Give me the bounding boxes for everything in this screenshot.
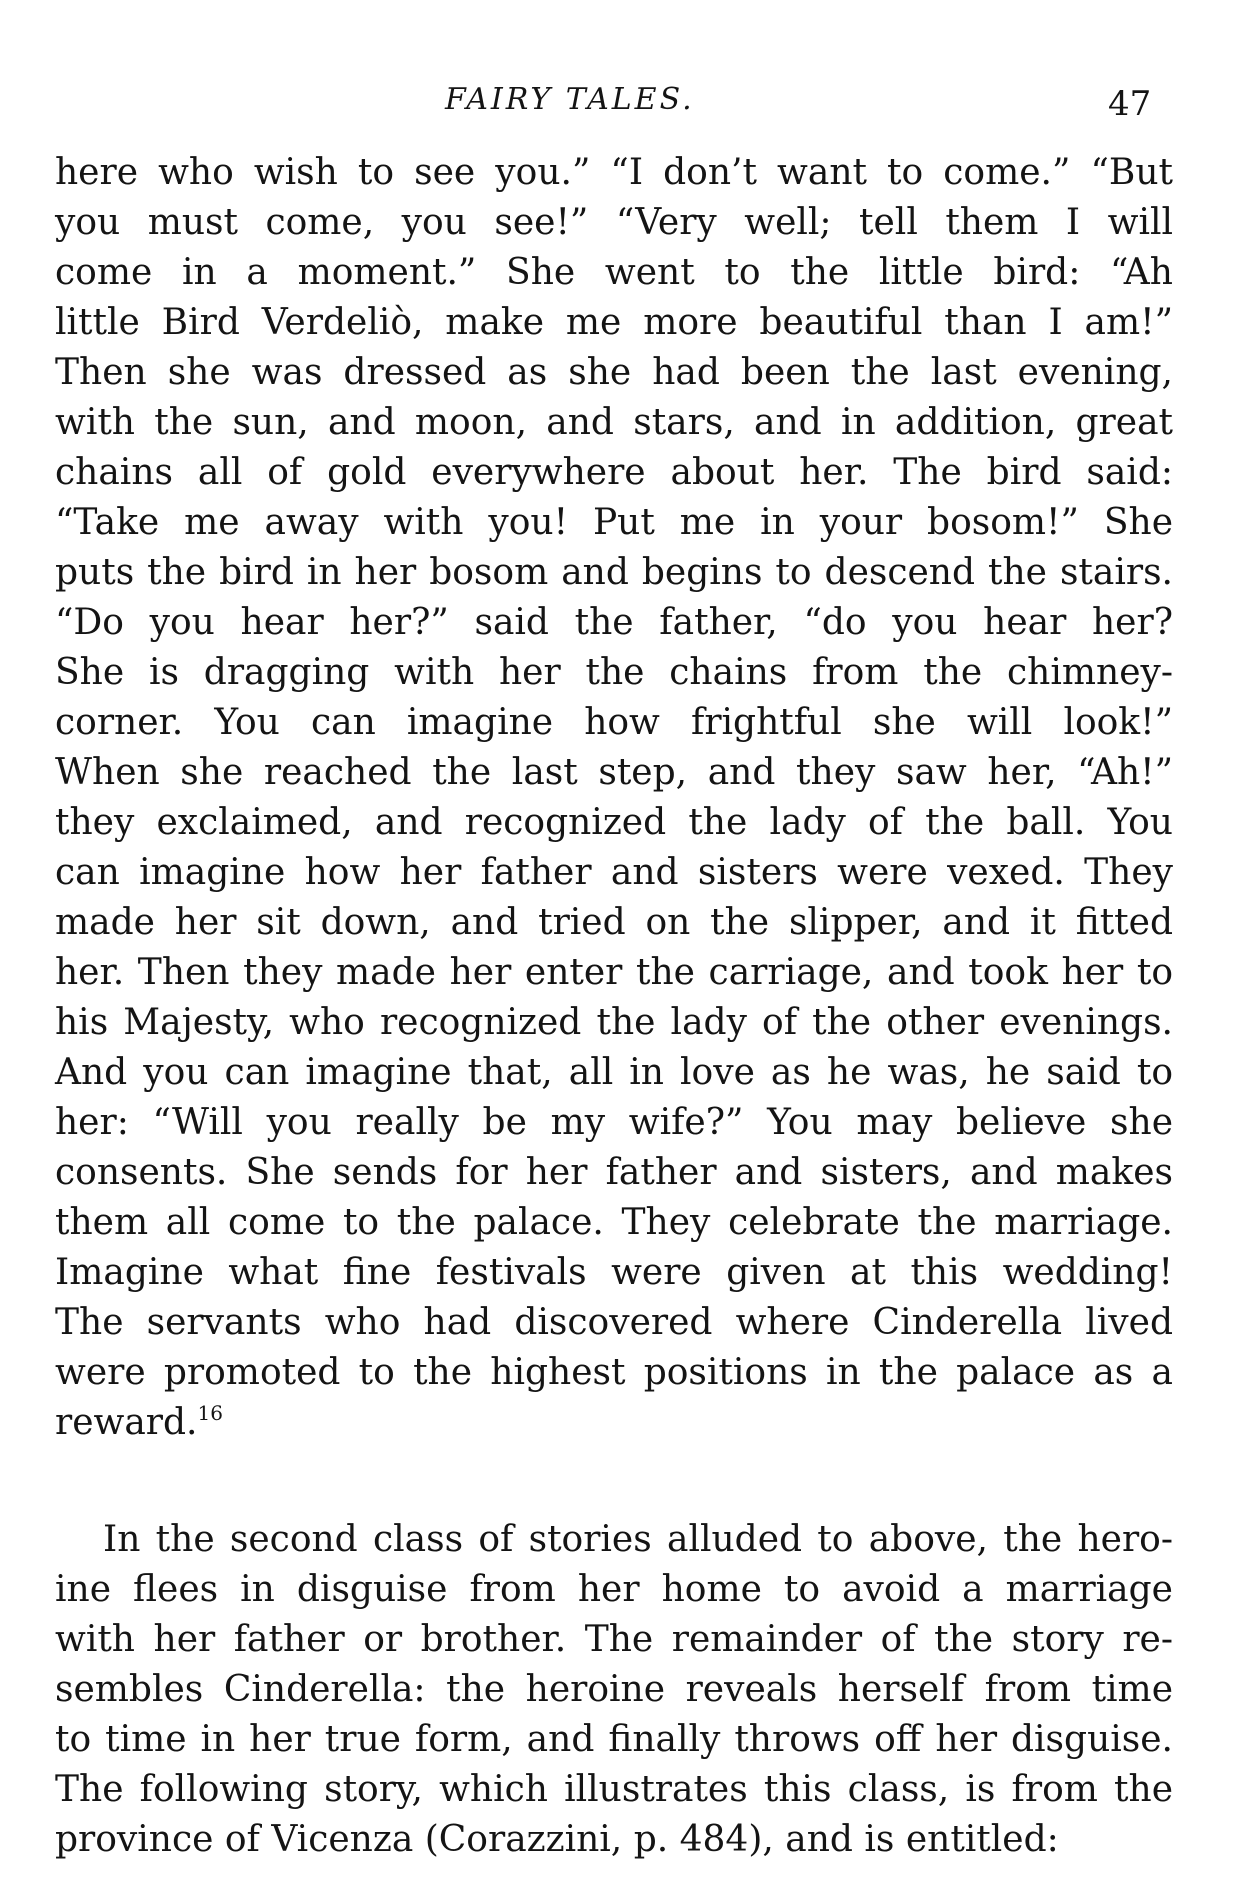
text-line: little Bird Verdeliò, make me more beautiful than I am!” xyxy=(55,302,1173,343)
text-line: In the second class of stories alluded to above, the hero- xyxy=(103,1519,1173,1560)
page-number: 47 xyxy=(1108,84,1152,124)
text-line-last xyxy=(55,1398,1173,1448)
text-line: consents. She sends for her father and sisters, and makes xyxy=(55,1152,1173,1193)
text-line: Then she was dressed as she had been the last evening, xyxy=(55,352,1173,393)
text-line: her: “Will you really be my wife?” You may believe she xyxy=(55,1102,1173,1143)
text-line: his Majesty, who recognized the lady of the other evenings. xyxy=(55,1002,1173,1043)
text-line: chains all of gold everywhere about her. The bird said: xyxy=(55,452,1173,493)
text-line: to time in her true form, and finally throws off her disguise. xyxy=(55,1719,1173,1760)
text-line: The following story, which illustrates this class, is from the xyxy=(55,1769,1173,1810)
text-line: them all come to the palace. They celebrate the marriage. xyxy=(55,1202,1173,1243)
text-line: Imagine what fine festivals were given at this wedding! xyxy=(55,1252,1173,1293)
text-line: they exclaimed, and recognized the lady of the ball. You xyxy=(55,802,1173,843)
text-line: with the sun, and moon, and stars, and in addition, great xyxy=(55,402,1173,443)
text-line: “Do you hear her?” said the father, “do you hear her? xyxy=(55,602,1173,643)
paragraph-2 xyxy=(55,1515,1173,1865)
text-line: her. Then they made her enter the carriage, and took her to xyxy=(55,952,1173,993)
text-line: puts the bird in her bosom and begins to descend the stairs. xyxy=(55,552,1173,593)
text-line: When she reached the last step, and they saw her, “Ah!” xyxy=(55,752,1173,793)
text-line: come in a moment.” She went to the little bird: “Ah xyxy=(55,252,1173,293)
text-line: She is dragging with her the chains from the chimney- xyxy=(55,652,1173,693)
text-line: sembles Cinderella: the heroine reveals herself from time xyxy=(55,1669,1173,1710)
running-head xyxy=(0,82,1239,122)
paragraph-1 xyxy=(55,148,1173,1448)
text-line: ine flees in disguise from her home to avoid a marriage xyxy=(55,1569,1173,1610)
text-line: here who wish to see you.” “I don’t want to come.” “But xyxy=(55,152,1173,193)
text-line: corner. You can imagine how frightful she will look!” xyxy=(55,702,1173,743)
text-line: you must come, you see!” “Very well; tell them I will xyxy=(55,202,1173,243)
text-line: made her sit down, and tried on the slipper, and it fitted xyxy=(55,902,1173,943)
text-line: The servants who had discovered where Cinderella lived xyxy=(55,1302,1173,1343)
text-line: with her father or brother. The remainder of the story re- xyxy=(55,1619,1173,1660)
text-line: were promoted to the highest positions in the palace as a xyxy=(55,1352,1173,1393)
footnote-reference[interactable]: 16 xyxy=(197,1401,223,1425)
text-line: And you can imagine that, all in love as he was, he said to xyxy=(55,1052,1173,1093)
last-line-text: reward. xyxy=(55,1402,198,1443)
text-line-last: province of Vicenza (Corazzini, p. 484), and is entitled: xyxy=(55,1819,1059,1860)
running-title: FAIRY TALES. xyxy=(445,82,695,117)
text-line: can imagine how her father and sisters were vexed. They xyxy=(55,852,1173,893)
text-line: “Take me away with you! Put me in your bosom!” She xyxy=(55,502,1173,543)
